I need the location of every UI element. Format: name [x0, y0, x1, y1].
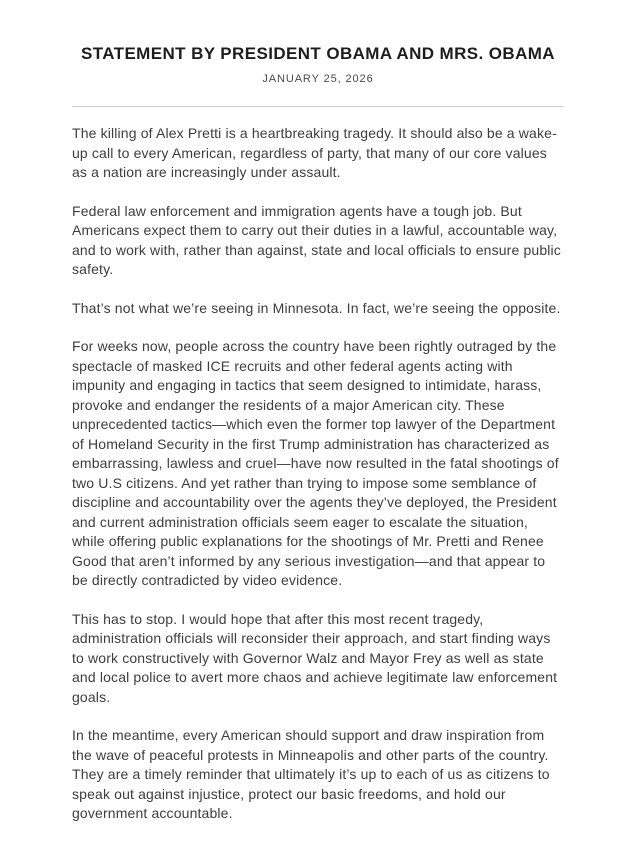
page-title: STATEMENT BY PRESIDENT OBAMA AND MRS. OBAMA: [80, 44, 555, 63]
statement-paragraph: For weeks now, people across the country have been rightly outraged by the spectacle of masked ICE recruits and other federal agents acting with impunity and engaging in tactics that seem designed to intimidate, harass, provoke and endanger the residents of a major American city. These unprecedented tactics—which even the former top lawyer of the Department of Homeland Security in the first Trump administration has characterized as embarrassing, lawless and cruel—have now resulted in the fatal shootings of two U.S citizens. And yet rather than trying to impose some semblance of discipline and accountability over the agents they’ve deployed, the President and current administration officials seem eager to escalate the situation, while offering public explanations for the shootings of Mr. Pretti and Renee Good that aren’t informed by any serious investigation—and that appear to be directly contradicted by video evidence.: [72, 338, 559, 588]
statement-date: JANUARY 25, 2026: [262, 73, 374, 85]
statement-paragraph: This has to stop. I would hope that after this most recent tragedy, administration officials will reconsider their approach, and start finding ways to work constructively with Governor Walz and Mayor Frey as well as state and local police to avert more chaos and achieve legitimate law enforcement goals.: [72, 610, 558, 705]
statement-paragraph: The killing of Alex Pretti is a heartbreaking tragedy. It should also be a wake-up call to every American, regardless of party, that many of our core values as a nation are increasingly under assault.: [72, 125, 557, 180]
statement-paragraph: In the meantime, every American should support and draw inspiration from the wave of peaceful protests in Minneapolis and other parts of the country. They are a timely reminder that ultimately it’s up to each of us as citizens to speak out against injustice, protect our basic freedoms, and hold our government accountable.: [72, 727, 550, 821]
header-divider: [72, 106, 564, 107]
statement-paragraph: Federal law enforcement and immigration agents have a tough job. But Americans expect them to carry out their duties in a lawful, accountable way, and to work with, rather than against, state and local officials to ensure public safety.: [72, 202, 561, 277]
statement-paragraph: That’s not what we’re seeing in Minnesota. In fact, we’re seeing the opposite.: [72, 299, 561, 316]
statement-body: [72, 124, 564, 824]
